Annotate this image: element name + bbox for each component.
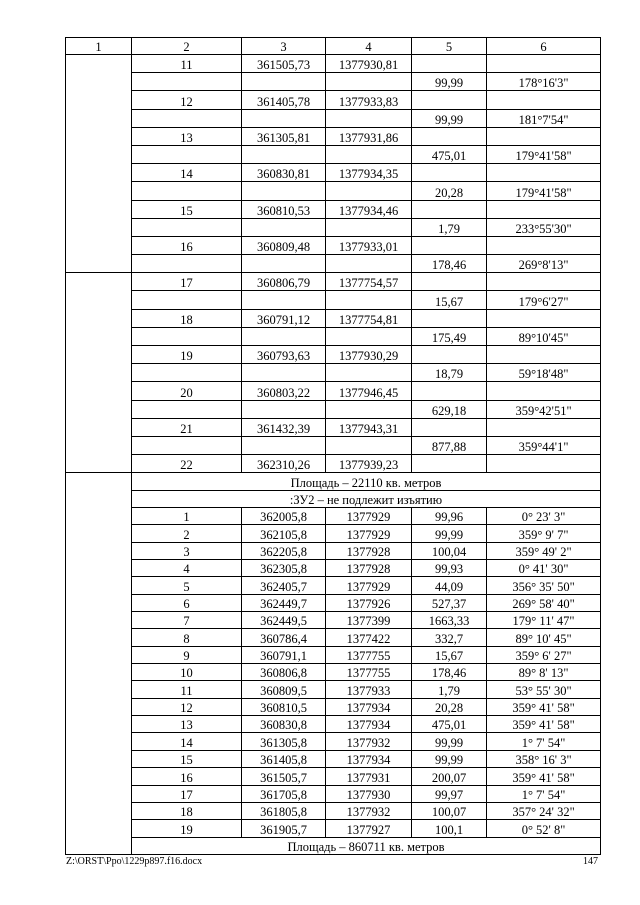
point-number: 13 [132, 127, 242, 145]
table-row [66, 820, 601, 837]
coord-y: 1377754,81 [326, 309, 412, 327]
table-row [66, 200, 601, 218]
area-label: Площадь – 860711 кв. метров [132, 837, 601, 854]
angle: 0° 23' 3" [487, 508, 601, 525]
parcel-cell [66, 273, 132, 473]
angle: 178°16'3" [487, 73, 601, 91]
coord-x: 361505,73 [242, 55, 326, 73]
table-row [66, 145, 601, 163]
table-row [66, 273, 601, 291]
column-header: 2 [132, 38, 242, 55]
empty-cell [412, 164, 487, 182]
empty-cell [242, 73, 326, 91]
coord-x: 361705,8 [242, 785, 326, 802]
distance: 475,01 [412, 716, 487, 733]
coord-y: 1377754,57 [326, 273, 412, 291]
empty-cell [326, 291, 412, 309]
distance: 1,79 [412, 681, 487, 698]
distance: 15,67 [412, 646, 487, 663]
angle: 269° 58' 40" [487, 594, 601, 611]
coord-y: 1377930,29 [326, 346, 412, 364]
column-header: 4 [326, 38, 412, 55]
coord-x: 360830,8 [242, 716, 326, 733]
angle: 89°10'45" [487, 327, 601, 345]
coord-y: 1377933,01 [326, 236, 412, 254]
table-row [66, 346, 601, 364]
empty-cell [487, 455, 601, 473]
point-number: 11 [132, 55, 242, 73]
empty-cell [412, 200, 487, 218]
angle: 359° 6' 27" [487, 646, 601, 663]
empty-cell [487, 236, 601, 254]
coord-y: 1377928 [326, 542, 412, 559]
distance: 332,7 [412, 629, 487, 646]
table-row [66, 768, 601, 785]
coord-x: 360810,53 [242, 200, 326, 218]
empty-cell [132, 255, 242, 273]
table-row [66, 182, 601, 200]
distance: 100,04 [412, 542, 487, 559]
coord-x: 362449,7 [242, 594, 326, 611]
table-row [66, 681, 601, 698]
coord-x: 360791,1 [242, 646, 326, 663]
distance: 99,99 [412, 73, 487, 91]
angle: 358° 16' 3" [487, 750, 601, 767]
empty-cell [412, 91, 487, 109]
empty-cell [326, 109, 412, 127]
point-number: 12 [132, 698, 242, 715]
table-row [66, 612, 601, 629]
empty-cell [132, 327, 242, 345]
point-number: 14 [132, 733, 242, 750]
empty-cell [242, 218, 326, 236]
empty-cell [242, 145, 326, 163]
coord-x: 361405,8 [242, 750, 326, 767]
angle: 181°7'54" [487, 109, 601, 127]
point-number: 16 [132, 768, 242, 785]
empty-cell [326, 182, 412, 200]
coord-x: 361905,7 [242, 820, 326, 837]
coord-y: 1377946,45 [326, 382, 412, 400]
coord-x: 362105,8 [242, 525, 326, 542]
table-row [66, 127, 601, 145]
coord-y: 1377930 [326, 785, 412, 802]
table-row [66, 55, 601, 73]
angle: 359°44'1" [487, 436, 601, 454]
distance: 99,99 [412, 109, 487, 127]
point-number: 8 [132, 629, 242, 646]
coord-y: 1377422 [326, 629, 412, 646]
empty-cell [132, 218, 242, 236]
column-header: 1 [66, 38, 132, 55]
point-number: 7 [132, 612, 242, 629]
coord-y: 1377934,35 [326, 164, 412, 182]
distance: 20,28 [412, 182, 487, 200]
coord-y: 1377931 [326, 768, 412, 785]
coord-x: 360809,48 [242, 236, 326, 254]
empty-cell [487, 309, 601, 327]
coord-x: 360806,79 [242, 273, 326, 291]
distance: 200,07 [412, 768, 487, 785]
empty-cell [242, 182, 326, 200]
point-number: 2 [132, 525, 242, 542]
distance: 44,09 [412, 577, 487, 594]
empty-cell [487, 346, 601, 364]
point-number: 21 [132, 418, 242, 436]
coord-x: 361805,8 [242, 802, 326, 819]
distance: 100,1 [412, 820, 487, 837]
distance: 175,49 [412, 327, 487, 345]
coord-x: 361305,8 [242, 733, 326, 750]
angle: 359° 41' 58" [487, 698, 601, 715]
table-row [66, 291, 601, 309]
empty-cell [326, 145, 412, 163]
empty-cell [412, 127, 487, 145]
empty-cell [412, 455, 487, 473]
angle: 179°41'58" [487, 182, 601, 200]
coord-x: 360803,22 [242, 382, 326, 400]
angle: 59°18'48" [487, 364, 601, 382]
empty-cell [242, 436, 326, 454]
distance: 178,46 [412, 255, 487, 273]
angle: 89° 10' 45" [487, 629, 601, 646]
angle: 179° 11' 47" [487, 612, 601, 629]
distance: 99,96 [412, 508, 487, 525]
empty-cell [412, 309, 487, 327]
area-label: Площадь – 22110 кв. метров [132, 473, 601, 490]
empty-cell [326, 255, 412, 273]
empty-cell [242, 400, 326, 418]
table-row [66, 698, 601, 715]
coord-y: 1377934 [326, 750, 412, 767]
point-number: 18 [132, 309, 242, 327]
empty-cell [487, 127, 601, 145]
empty-cell [132, 436, 242, 454]
coord-x: 361305,81 [242, 127, 326, 145]
coord-y: 1377939,23 [326, 455, 412, 473]
table-row [66, 218, 601, 236]
table-row [66, 91, 601, 109]
empty-cell [326, 327, 412, 345]
parcel-cell [66, 55, 132, 273]
table-row [66, 382, 601, 400]
table-row [66, 594, 601, 611]
angle: 359° 9' 7" [487, 525, 601, 542]
angle: 359°42'51" [487, 400, 601, 418]
coord-y: 1377929 [326, 508, 412, 525]
coord-y: 1377929 [326, 577, 412, 594]
coord-y: 1377755 [326, 664, 412, 681]
table-row [66, 750, 601, 767]
angle: 356° 35' 50" [487, 577, 601, 594]
coordinates-table [65, 37, 601, 855]
point-number: 1 [132, 508, 242, 525]
empty-cell [326, 73, 412, 91]
angle: 357° 24' 32" [487, 802, 601, 819]
angle: 1° 7' 54" [487, 733, 601, 750]
footer-page-number: 147 [583, 856, 598, 867]
empty-cell [242, 255, 326, 273]
table-row [66, 837, 601, 854]
coord-y: 1377755 [326, 646, 412, 663]
point-number: 11 [132, 681, 242, 698]
coord-x: 362310,26 [242, 455, 326, 473]
coord-x: 360806,8 [242, 664, 326, 681]
coord-y: 1377943,31 [326, 418, 412, 436]
angle: 89° 8' 13" [487, 664, 601, 681]
empty-cell [412, 346, 487, 364]
point-number: 10 [132, 664, 242, 681]
coord-x: 360809,5 [242, 681, 326, 698]
angle: 0° 41' 30" [487, 560, 601, 577]
empty-cell [487, 418, 601, 436]
angle: 0° 52' 8" [487, 820, 601, 837]
point-number: 14 [132, 164, 242, 182]
coord-y: 1377934,46 [326, 200, 412, 218]
coord-x: 360786,4 [242, 629, 326, 646]
empty-cell [487, 164, 601, 182]
coord-y: 1377932 [326, 733, 412, 750]
table-row [66, 400, 601, 418]
coord-x: 360791,12 [242, 309, 326, 327]
table-header-row [66, 38, 601, 55]
table-row [66, 577, 601, 594]
coord-x: 360830,81 [242, 164, 326, 182]
coord-y: 1377929 [326, 525, 412, 542]
empty-cell [487, 91, 601, 109]
angle: 359° 41' 58" [487, 716, 601, 733]
table-row [66, 327, 601, 345]
coord-x: 360793,63 [242, 346, 326, 364]
table-row [66, 646, 601, 663]
coord-y: 1377932 [326, 802, 412, 819]
distance: 1,79 [412, 218, 487, 236]
empty-cell [132, 182, 242, 200]
column-header: 5 [412, 38, 487, 55]
column-header: 3 [242, 38, 326, 55]
distance: 99,93 [412, 560, 487, 577]
empty-cell [412, 236, 487, 254]
coord-x: 362449,5 [242, 612, 326, 629]
angle: 359° 41' 58" [487, 768, 601, 785]
empty-cell [242, 291, 326, 309]
distance: 20,28 [412, 698, 487, 715]
angle: 359° 49' 2" [487, 542, 601, 559]
table-row [66, 364, 601, 382]
coord-x: 362205,8 [242, 542, 326, 559]
coord-y: 1377934 [326, 716, 412, 733]
table-row [66, 455, 601, 473]
angle: 233°55'30" [487, 218, 601, 236]
distance: 527,37 [412, 594, 487, 611]
table-row [66, 473, 601, 490]
distance: 877,88 [412, 436, 487, 454]
coord-y: 1377933 [326, 681, 412, 698]
angle: 53° 55' 30" [487, 681, 601, 698]
point-number: 12 [132, 91, 242, 109]
table-row [66, 309, 601, 327]
angle: 269°8'13" [487, 255, 601, 273]
empty-cell [326, 400, 412, 418]
table-row [66, 255, 601, 273]
point-number: 3 [132, 542, 242, 559]
empty-cell [326, 436, 412, 454]
table-row [66, 236, 601, 254]
distance: 99,99 [412, 750, 487, 767]
angle: 179°41'58" [487, 145, 601, 163]
table-row [66, 733, 601, 750]
coord-y: 1377926 [326, 594, 412, 611]
distance: 629,18 [412, 400, 487, 418]
distance: 178,46 [412, 664, 487, 681]
point-number: 22 [132, 455, 242, 473]
point-number: 19 [132, 346, 242, 364]
column-header: 6 [487, 38, 601, 55]
empty-cell [487, 273, 601, 291]
table-row [66, 508, 601, 525]
distance: 100,07 [412, 802, 487, 819]
coord-x: 361405,78 [242, 91, 326, 109]
empty-cell [132, 364, 242, 382]
point-number: 4 [132, 560, 242, 577]
point-number: 18 [132, 802, 242, 819]
point-number: 16 [132, 236, 242, 254]
distance: 99,97 [412, 785, 487, 802]
empty-cell [412, 55, 487, 73]
point-number: 17 [132, 273, 242, 291]
table-row [66, 418, 601, 436]
table-row [66, 436, 601, 454]
distance: 99,99 [412, 733, 487, 750]
empty-cell [487, 55, 601, 73]
distance: 18,79 [412, 364, 487, 382]
coord-y: 1377928 [326, 560, 412, 577]
table-row [66, 664, 601, 681]
distance: 15,67 [412, 291, 487, 309]
empty-cell [487, 200, 601, 218]
point-number: 19 [132, 820, 242, 837]
coord-y: 1377399 [326, 612, 412, 629]
empty-cell [412, 273, 487, 291]
angle: 1° 7' 54" [487, 785, 601, 802]
empty-cell [487, 382, 601, 400]
empty-cell [412, 382, 487, 400]
parcel-title: :ЗУ2 – не подлежит изъятию [132, 490, 601, 507]
parcel-cell [66, 473, 132, 855]
table-row [66, 73, 601, 91]
empty-cell [132, 291, 242, 309]
table-row [66, 164, 601, 182]
empty-cell [326, 218, 412, 236]
table-row [66, 525, 601, 542]
empty-cell [132, 145, 242, 163]
table-row [66, 560, 601, 577]
distance: 99,99 [412, 525, 487, 542]
table-row [66, 802, 601, 819]
empty-cell [412, 418, 487, 436]
distance: 475,01 [412, 145, 487, 163]
coord-x: 361505,7 [242, 768, 326, 785]
empty-cell [242, 109, 326, 127]
table-row [66, 716, 601, 733]
empty-cell [132, 400, 242, 418]
point-number: 13 [132, 716, 242, 733]
point-number: 17 [132, 785, 242, 802]
coord-y: 1377933,83 [326, 91, 412, 109]
empty-cell [326, 364, 412, 382]
angle: 179°6'27" [487, 291, 601, 309]
coord-y: 1377931,86 [326, 127, 412, 145]
distance: 1663,33 [412, 612, 487, 629]
empty-cell [242, 327, 326, 345]
point-number: 20 [132, 382, 242, 400]
coord-y: 1377927 [326, 820, 412, 837]
point-number: 5 [132, 577, 242, 594]
footer-file-path: Z:\ORST\Ppo\1229p897.f16.docx [66, 856, 203, 867]
empty-cell [242, 364, 326, 382]
table-row [66, 542, 601, 559]
table-row [66, 629, 601, 646]
point-number: 15 [132, 750, 242, 767]
coord-x: 362405,7 [242, 577, 326, 594]
coord-y: 1377930,81 [326, 55, 412, 73]
coord-y: 1377934 [326, 698, 412, 715]
point-number: 9 [132, 646, 242, 663]
point-number: 15 [132, 200, 242, 218]
empty-cell [132, 109, 242, 127]
coord-x: 362305,8 [242, 560, 326, 577]
empty-cell [132, 73, 242, 91]
table-row [66, 490, 601, 507]
table-row [66, 785, 601, 802]
coord-x: 360810,5 [242, 698, 326, 715]
coord-x: 362005,8 [242, 508, 326, 525]
point-number: 6 [132, 594, 242, 611]
table-row [66, 109, 601, 127]
coord-x: 361432,39 [242, 418, 326, 436]
